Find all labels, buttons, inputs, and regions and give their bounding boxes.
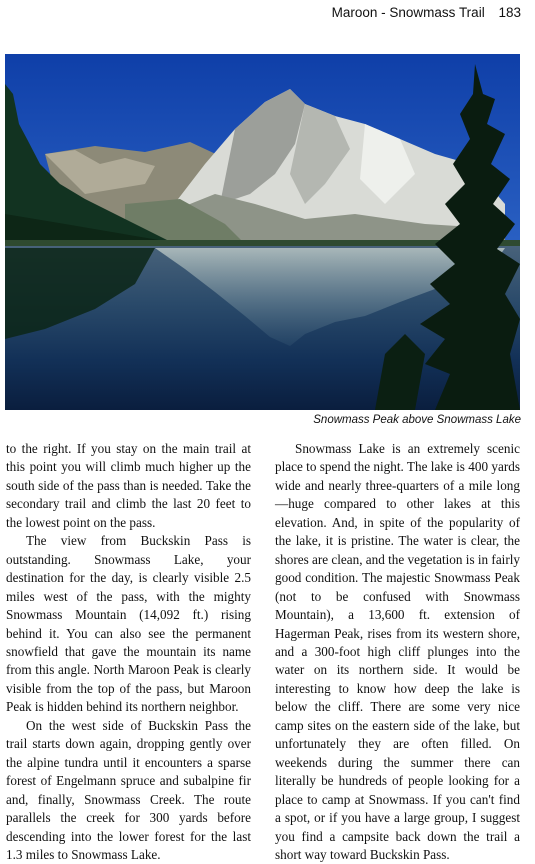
right-paragraph-1: Snowmass Lake is an extremely scenic place to spend the night. The lake is 400 yards wide and nearly three-quarters of a mile long—huge compared to other lakes at this elevation. And, in spite of the popularity of the lake, it is pristine. The water is clear, the shores are clean, and the vegetation is in fairly good condition. The majestic Snowmass Peak (not to be confused with Snowmass Mountain), a 13,600 ft. extension of Hagerman Peak, rises from its western shore, and a 300-foot high cliff plunges into the water on its northern side. It would be interesting to know how deep the lake is below the cliff. There are some very nice camp sites on the eastern side of the lake, but unfortunately they are often filled. On weekends during the summer there can literally be hundreds of people looking for a place to camp at Snowmass. If you can't find a spot, or if you have a large group, I suggest you find a campsite back down the trail a short way toward Buckskin Pass. — [275, 441, 520, 862]
left-column — [6, 440, 251, 864]
lake-photo — [5, 54, 520, 410]
photo-caption: Snowmass Peak above Snowmass Lake — [313, 414, 521, 426]
lake-photo-illustration — [5, 54, 520, 410]
left-paragraph-2: The view from Buckskin Pass is outstanding. Snowmass Lake, your destination for the day, is clearly visible 2.5 miles west of the pass, with the mighty Snowmass Mountain (14,092 ft.) rising behind it. You can also see the permanent snowfield that gave the mountain its name from this angle. North Maroon Peak is clearly visible from the top of the pass, but Maroon Peak is hidden behind its northern neighbor. — [6, 533, 251, 715]
left-paragraph-1: to the right. If you stay on the main trail at this point you will climb much higher up the south side of the pass than is needed. Take the secondary trail and climb the last 20 feet to the lowest point on the pass. — [6, 441, 251, 530]
right-column — [275, 440, 520, 864]
page-number: 183 — [498, 5, 521, 20]
left-paragraph-3: On the west side of Buckskin Pass the trail starts down again, dropping gently over the alpine tundra until it encounters a sparse forest of Engelmann spruce and subalpine fir and, finally, Snowmass Creek. The route parallels the creek for 300 yards before descending into the lower forest for the last 1.3 miles to Snowmass Lake. — [6, 717, 251, 862]
running-header — [332, 5, 521, 20]
running-header-title: Maroon - Snowmass Trail — [331, 5, 485, 20]
